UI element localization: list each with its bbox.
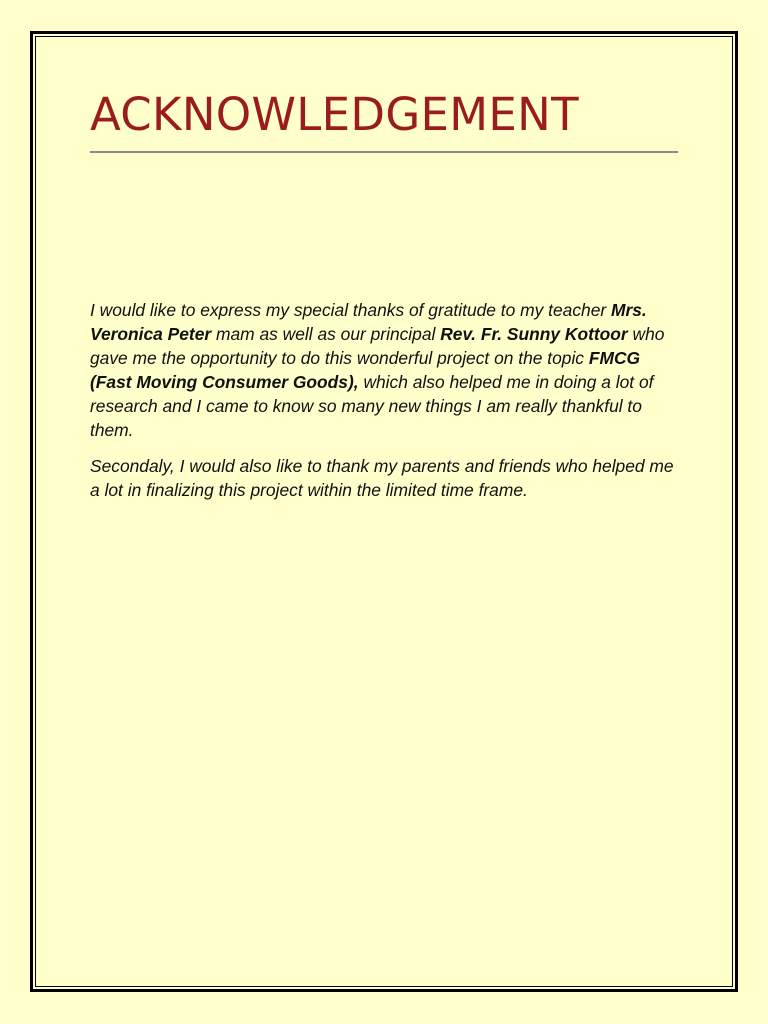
- paragraph1-text-1: I would like to express my special thanks of gratitude to my teacher: [90, 300, 611, 320]
- teacher-name: Mrs. Veronica Peter: [90, 300, 647, 344]
- paragraph-thanks-parents: Secondaly, I would also like to thank my parents and friends who helped me a lot in finalizing this project within the limited time frame.: [90, 456, 674, 500]
- title-underline: [90, 151, 678, 153]
- paragraph1-text-4: which also helped me in doing a lot of research and I came to know so many new things I am really thankful to them.: [90, 372, 654, 440]
- paragraph-thanks-teacher: [90, 298, 680, 442]
- project-topic: FMCG (Fast Moving Consumer Goods),: [90, 348, 641, 392]
- acknowledgement-body: [90, 298, 680, 514]
- paragraph1-text-2: mam as well as our principal: [211, 324, 441, 344]
- paragraph1-text-3: who gave me the opportunity to do this wonderful project on the topic: [90, 324, 665, 368]
- principal-name: Rev. Fr. Sunny Kottoor: [440, 324, 628, 344]
- page-title: ACKNOWLEDGEMENT: [90, 88, 579, 141]
